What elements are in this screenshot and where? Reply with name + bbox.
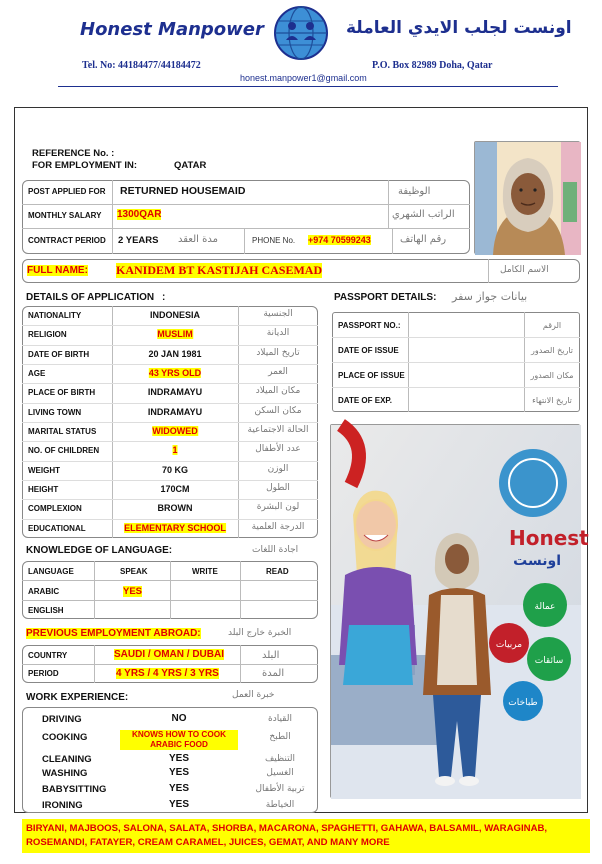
passport-row-ar: مكان الصدور: [530, 371, 574, 380]
experience-row-ar: القيادة: [268, 714, 292, 724]
experience-row-ar: الطبخ: [269, 732, 291, 742]
salary-value: 1300QAR: [117, 209, 162, 220]
post-ar: الوظيفة: [398, 186, 431, 197]
details-row-divider: [22, 499, 318, 500]
experience-row-ar: الخياطة: [265, 800, 295, 810]
experience-row-label: DRIVING: [42, 714, 82, 725]
details-row-value: INDRAMAYU: [147, 406, 203, 417]
details-row-label: LIVING TOWN: [28, 407, 82, 417]
lang-header-write: WRITE: [192, 567, 218, 576]
experience-title-ar: خبرة العمل: [232, 690, 275, 700]
period-value: 4 YRS / 4 YRS / 3 YRS: [116, 668, 219, 679]
experience-row-value: YES: [168, 753, 189, 764]
details-row-value: 20 JAN 1981: [148, 348, 202, 359]
dishes-list: BIRYANI, MAJBOOS, SALONA, SALATA, SHORBA, MACARONA, SPAGHETTI, GAHAWA, BALSAMIL, WARAGINAB, ROSEMANDI, FATAYER, CREAM CARAMEL, JUICES, GEMAT, AND MANY MORE: [22, 819, 590, 853]
poster-logo-en: Honest: [509, 526, 589, 550]
contract-label: CONTRACT PERIOD: [28, 236, 106, 245]
details-row-value: 43 YRS OLD: [148, 368, 202, 378]
passport-row-label: DATE OF ISSUE: [338, 346, 399, 355]
passport-title-ar: بيانات جواز سفر: [452, 290, 528, 303]
details-row-ar: مكان السكن: [254, 405, 302, 416]
post-label: POST APPLIED FOR: [28, 187, 106, 196]
lang-header-speak: SPEAK: [120, 567, 148, 576]
header-pobox: P.O. Box 82989 Doha, Qatar: [372, 60, 493, 71]
salary-ar: الراتب الشهري: [392, 209, 455, 220]
details-row-label: MARITAL STATUS: [28, 427, 97, 436]
experience-row-ar: الغسيل: [266, 768, 294, 778]
fullname-value: KANIDEM BT KASTIJAH CASEMAD: [116, 263, 323, 277]
lang-row-arabic: ARABIC: [28, 587, 60, 596]
previous-title-ar: الخبرة خارج البلد: [228, 628, 292, 638]
passport-row-label: PLACE OF ISSUE: [338, 371, 405, 380]
header-divider: [58, 86, 558, 87]
lang-arabic-speak: YES: [123, 586, 143, 597]
company-logo-globe: [272, 4, 330, 62]
details-row-ar: الطول: [266, 483, 290, 493]
details-row-label: WEIGHT: [28, 465, 60, 475]
details-row-ar: الوزن: [267, 463, 289, 474]
details-row-divider: [22, 345, 318, 346]
lang-header-read: READ: [266, 567, 289, 576]
employment-label: FOR EMPLOYMENT IN:: [32, 160, 138, 171]
experience-row-value: NO: [171, 713, 187, 724]
details-row-ar: مكان الميلاد: [255, 386, 301, 397]
details-row-value: MUSLIM: [157, 329, 193, 340]
post-value: RETURNED HOUSEMAID: [120, 185, 246, 197]
phone-ar: رقم الهاتف: [400, 234, 447, 245]
salary-label: MONTHLY SALARY: [28, 211, 102, 220]
passport-row-divider: [332, 362, 580, 363]
details-row-value: ELEMENTARY SCHOOL: [124, 522, 226, 533]
header-email: honest.manpower1@gmail.com: [240, 73, 367, 83]
details-row-divider: [22, 461, 318, 462]
details-row-value: 170CM: [160, 484, 190, 494]
period-ar: المدة: [262, 668, 285, 679]
experience-row-value: YES: [168, 799, 189, 810]
details-row-divider: [22, 480, 318, 481]
details-row-label: RELIGION: [28, 330, 67, 340]
details-row-ar: لون البشرة: [256, 502, 300, 513]
period-label: PERIOD: [28, 669, 59, 678]
details-row-ar: العمر: [268, 367, 288, 377]
poster-bubble-4: طباخات: [508, 698, 538, 708]
poster-bubble-3: سائقات: [534, 656, 564, 666]
details-row-value: WIDOWED: [152, 426, 198, 436]
details-row-ar: الديانة: [266, 328, 290, 339]
details-row-label: NO. OF CHILDREN: [28, 446, 100, 456]
passport-row-divider: [332, 387, 580, 388]
passport-row-ar: الرقم: [542, 321, 562, 330]
experience-title: WORK EXPERIENCE:: [26, 692, 129, 703]
passport-row-ar: تاريخ الصدور: [531, 346, 573, 355]
details-row-value: 1: [172, 445, 178, 456]
passport-row-label: DATE OF EXP.: [338, 396, 392, 405]
details-row-divider: [22, 364, 318, 365]
details-row-ar: عدد الأطفال: [255, 444, 301, 455]
details-row-label: COMPLEXION: [28, 504, 82, 514]
details-row-label: PLACE OF BIRTH: [28, 388, 96, 398]
details-row-ar: الدرجة العلمية: [251, 521, 305, 532]
fullname-ar: الاسم الكامل: [500, 265, 549, 275]
details-row-divider: [22, 441, 318, 442]
experience-row-label: BABYSITTING: [42, 784, 107, 795]
phone-value: +974 70599243: [308, 235, 371, 245]
reference-label: REFERENCE No. :: [32, 148, 115, 159]
experience-row-label: IRONING: [42, 800, 83, 811]
lang-row-english: ENGLISH: [28, 606, 64, 615]
language-title-ar: اجادة اللغات: [252, 545, 299, 555]
experience-row-ar: التنظيف: [264, 754, 296, 764]
details-row-value: BROWN: [157, 503, 193, 514]
country-ar: البلد: [262, 650, 280, 661]
details-row-value: INDRAMAYU: [147, 387, 203, 398]
details-row-label: HEIGHT: [28, 485, 59, 494]
details-row-label: NATIONALITY: [28, 311, 82, 320]
employment-value: QATAR: [174, 160, 207, 171]
experience-row-value: YES: [168, 783, 189, 794]
lang-header-language: LANGUAGE: [28, 567, 74, 576]
details-row-ar: الجنسية: [263, 309, 293, 319]
contract-ar: مدة العقد: [178, 234, 218, 245]
details-row-ar: الحالة الاجتماعية: [247, 425, 309, 435]
company-name-en: Honest Manpower: [80, 19, 264, 40]
details-row-value: 70 KG: [161, 464, 188, 475]
experience-row-value: KNOWS HOW TO COOK ARABIC FOOD: [120, 730, 238, 750]
country-label: COUNTRY: [28, 651, 68, 660]
details-row-label: DATE OF BIRTH: [28, 349, 90, 359]
experience-row-label: COOKING: [42, 732, 88, 743]
passport-row-ar: تاريخ الانتهاء: [532, 396, 572, 405]
details-row-label: AGE: [28, 369, 46, 378]
passport-row-divider: [332, 337, 580, 338]
phone-label: PHONE No.: [252, 236, 296, 245]
poster-bubble-2: مربيات: [495, 640, 523, 650]
details-row-divider: [22, 519, 318, 520]
header-tel: Tel. No: 44184477/44184472: [82, 60, 201, 71]
passport-title: PASSPORT DETAILS:: [334, 292, 437, 303]
previous-title: PREVIOUS EMPLOYMENT ABROAD:: [26, 628, 201, 639]
profile-photo: [474, 141, 580, 254]
full-body-photo: [330, 424, 589, 798]
language-title: KNOWLEDGE OF LANGUAGE:: [26, 545, 173, 556]
details-row-divider: [22, 325, 318, 326]
experience-row-ar: تربية الأطفال: [255, 784, 305, 794]
details-row-value: INDONESIA: [149, 310, 200, 320]
experience-row-label: CLEANING: [42, 754, 92, 765]
details-title: DETAILS OF APPLICATION: [26, 292, 155, 303]
passport-row-label: PASSPORT NO.:: [338, 321, 401, 330]
details-row-divider: [22, 403, 318, 404]
poster-logo-ar: اونست: [513, 553, 561, 569]
details-row-divider: [22, 383, 318, 384]
contract-value: 2 YEARS: [118, 235, 159, 246]
details-row-label: EDUCATIONAL: [28, 523, 86, 533]
experience-row-label: WASHING: [42, 768, 88, 779]
fullname-label: FULL NAME:: [27, 265, 88, 276]
experience-row-value: YES: [168, 767, 189, 778]
details-row-divider: [22, 422, 318, 423]
details-row-ar: تاريخ الميلاد: [256, 347, 300, 358]
country-value: SAUDI / OMAN / DUBAI: [114, 649, 224, 660]
company-name-ar: اونست لجلب الايدي العاملة: [346, 18, 572, 38]
poster-bubble-1: عمالة: [534, 602, 556, 612]
